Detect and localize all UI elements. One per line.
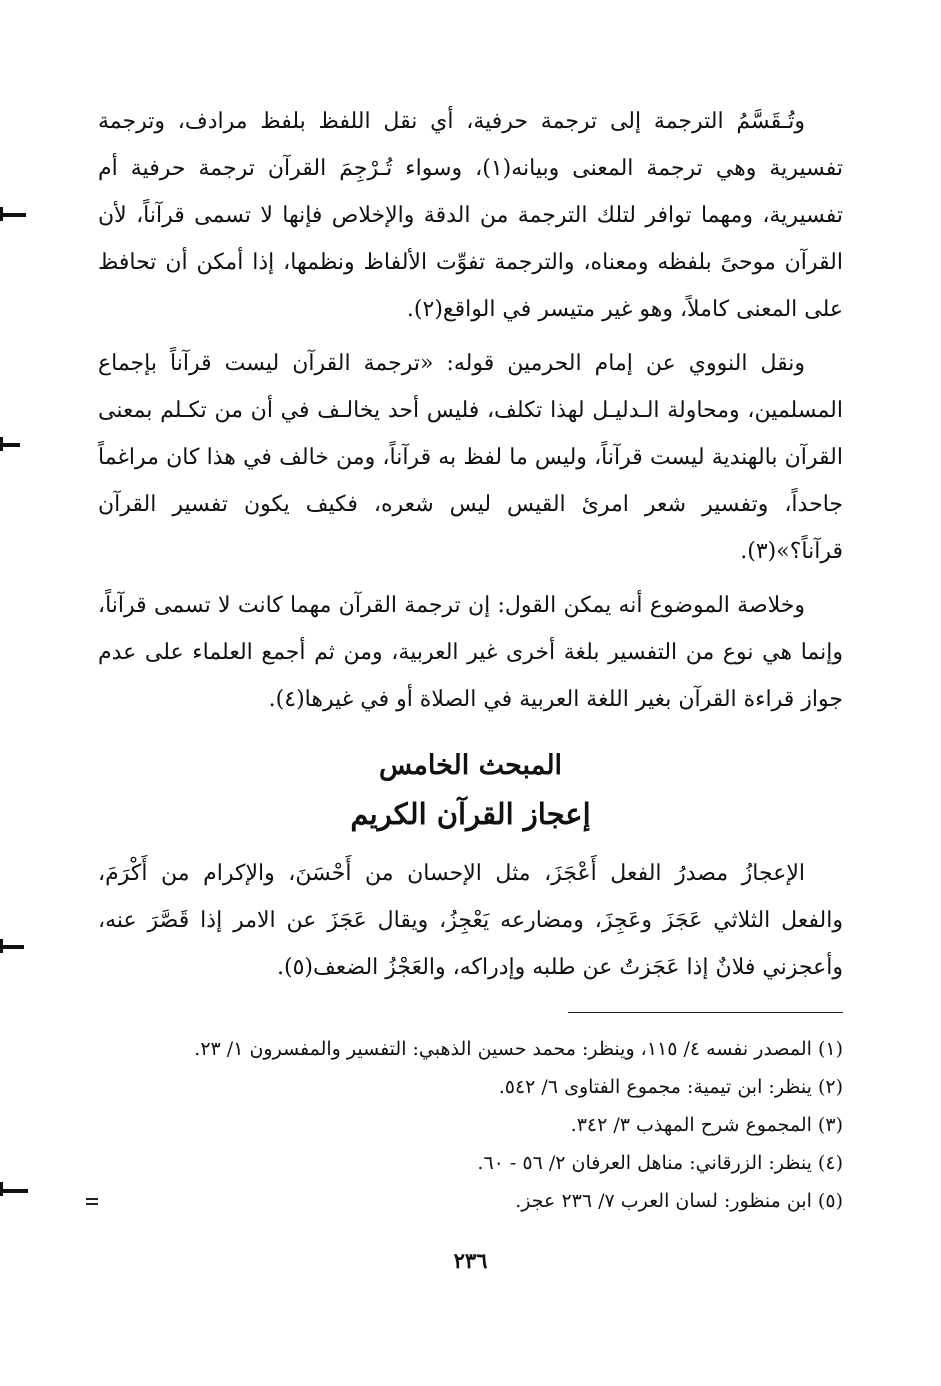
scan-mark	[0, 939, 3, 953]
scan-mark	[0, 207, 3, 221]
paragraph-text: الإعجازُ مصدرُ الفعل أَعْجَزَ، مثل الإحسان من أَحْسَنَ، والإكرام من أَكْرَمَ، والفعل الثلاثي عَجَزَ وعَجِزَ، ومضارعه يَعْجِزُ، ويقال عَجَزَ عن الامر إذا قَصَّرَ عنه، وأعجزني فلانٌ إذا عَجَزتُ عن طلبه وإدراكه، والعَجْزُ الضعف(٥).	[98, 861, 843, 980]
paragraph-translation-types	[98, 98, 843, 333]
footnote-3: (٣) المجموع شرح المهذب ٣/ ٣٤٢.	[570, 1114, 843, 1136]
section-title: إعجاز القرآن الكريم	[350, 797, 591, 831]
scan-mark	[0, 213, 26, 217]
margin-mark	[86, 1198, 98, 1205]
scan-mark	[0, 1189, 28, 1193]
paragraph-text: وتُـقَسَّمُ الترجمة إلى ترجمة حرفية، أي نقل اللفظ بلفظ مرادف، وترجمة تفسيرية وهي ترجمة المعنى وبيانه(١)، وسواء تُـرْجِمَ القرآن ترجمة حرفية أم تفسيرية، ومهما توافر لتلك الترجمة من الدقة والإخلاص فإنها لا تسمى قرآناً، لأن القرآن موحىً بلفظه ومعناه، والترجمة تفوِّت الألفاظ ونظمها، إذا أمكن أن تحافظ على المعنى كاملاً، وهو غير متيسر في الواقع(٢).	[98, 109, 843, 322]
paragraph-text: ونقل النووي عن إمام الحرمين قوله: «ترجمة القرآن ليست قرآناً بإجماع المسلمين، ومحاولة الـدليـل لهذا تكلف، فليس أحد يخالـف في أن من تكـلم بمعنى القرآن بالهندية ليست قرآناً، وليس ما لفظ به قرآناً، ومن خالف في هذا كان مراغماً جاحداً، وتفسير شعر امرئ القيس ليس شعره، فكيف يكون تفسير القرآن قرآناً؟»(٣).	[98, 351, 843, 564]
scan-mark	[0, 437, 3, 451]
footnote-5: (٥) ابن منظور: لسان العرب ٧/ ٢٣٦ عجز.	[515, 1190, 843, 1212]
scan-mark	[0, 1182, 3, 1196]
paragraph-nawawi-quote	[98, 340, 843, 575]
footnotes	[98, 1030, 843, 1220]
paragraph-conclusion	[98, 582, 843, 723]
scan-mark	[0, 945, 24, 949]
paragraph-ijaz-definition	[98, 850, 843, 991]
footnote-1: (١) المصدر نفسه ٤/ ١١٥، وينظر: محمد حسين الذهبي: التفسير والمفسرون ١/ ٢٣.	[194, 1038, 843, 1060]
scan-mark	[0, 443, 20, 447]
footnote-2: (٢) ينظر: ابن تيمية: مجموع الفتاوى ٦/ ٥٤٢.	[498, 1076, 843, 1098]
paragraph-text: وخلاصة الموضوع أنه يمكن القول: إن ترجمة القرآن مهما كانت لا تسمى قرآناً، وإنما هي نوع من التفسير بلغة أخرى غير العربية، ومن ثم أجمع العلماء على عدم جواز قراءة القرآن بغير اللغة العربية في الصلاة أو في غيرها(٤).	[98, 593, 843, 712]
page-number: ٢٣٦	[453, 1248, 488, 1273]
footnote-4: (٤) ينظر: الزرقاني: مناهل العرفان ٢/ ٥٦ - ٦٠.	[477, 1152, 843, 1174]
footnote-divider	[568, 1012, 843, 1013]
section-heading: المبحث الخامس	[378, 750, 563, 781]
